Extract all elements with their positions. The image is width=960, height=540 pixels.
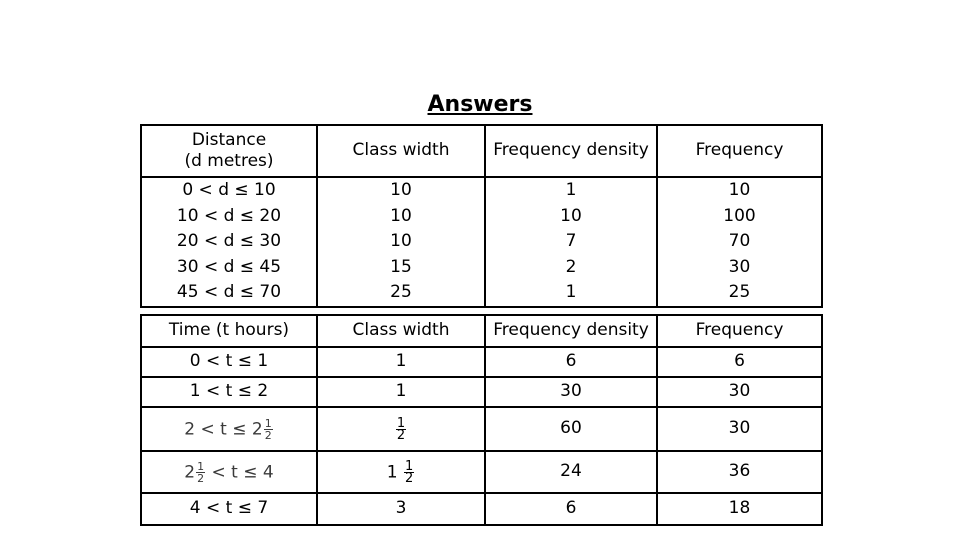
frequency-density-cell: 7	[565, 231, 577, 251]
table-header-row	[141, 125, 822, 177]
table-header-row	[141, 315, 822, 347]
fraction-numerator: 1	[264, 416, 272, 430]
frequency-density-cell: 24	[485, 451, 657, 493]
range-fraction	[196, 461, 205, 484]
header-distance	[141, 125, 317, 177]
class-width-cell: 15	[390, 256, 412, 277]
distance-frequency-table	[140, 124, 823, 308]
range-cell	[141, 451, 317, 493]
class-width-fraction	[404, 458, 414, 486]
header-time: Time (t hours)	[141, 315, 317, 347]
frequency-cell: 30	[657, 377, 822, 407]
class-width-cell: 10	[390, 180, 412, 200]
fraction-denominator: 2	[396, 427, 406, 443]
header-frequency: Frequency	[657, 125, 822, 177]
frequency-density-column	[485, 177, 657, 307]
frequency-cell: 36	[657, 451, 822, 493]
header-frequency: Frequency	[657, 315, 822, 347]
frequency-cell: 70	[728, 231, 751, 251]
class-width-whole: 1	[386, 462, 398, 482]
frequency-density-cell: 2	[565, 256, 577, 277]
table-row	[141, 451, 822, 493]
frequency-cell: 25	[728, 282, 751, 302]
range-cell: 0 < d ≤ 10	[182, 180, 276, 200]
range-whole: 2	[184, 462, 196, 482]
class-width-cell: 25	[390, 282, 412, 302]
header-frequency-density: Frequency density	[485, 315, 657, 347]
class-width-cell: 10	[390, 205, 412, 226]
range-cell: 45 < d ≤ 70	[176, 282, 282, 302]
header-distance-line2: (d metres)	[184, 151, 274, 171]
range-fraction	[264, 418, 273, 441]
header-frequency-density: Frequency density	[485, 125, 657, 177]
range-cell: 4 < t ≤ 7	[141, 493, 317, 525]
fraction-numerator: 1	[396, 415, 406, 431]
frequency-cell: 30	[657, 407, 822, 451]
range-suffix: < t ≤ 4	[206, 462, 274, 482]
class-width-cell	[317, 451, 485, 493]
frequency-density-cell: 6	[485, 493, 657, 525]
frequency-cell: 100	[723, 205, 756, 226]
class-width-cell: 1	[317, 347, 485, 377]
frequency-density-cell: 30	[485, 377, 657, 407]
fraction-numerator: 1	[404, 458, 414, 474]
range-cell: 1 < t ≤ 2	[141, 377, 317, 407]
header-class-width: Class width	[317, 125, 485, 177]
table-row	[141, 407, 822, 451]
frequency-cell: 10	[728, 180, 751, 200]
table-row	[141, 493, 822, 525]
range-cell	[141, 407, 317, 451]
table-body-row	[141, 177, 822, 307]
range-cell: 20 < d ≤ 30	[176, 231, 282, 251]
class-width-fraction	[396, 415, 406, 443]
range-cell: 0 < t ≤ 1	[141, 347, 317, 377]
fraction-denominator: 2	[264, 428, 272, 442]
fraction-denominator: 2	[404, 470, 414, 486]
range-cell: 30 < d ≤ 45	[176, 256, 282, 277]
fraction-denominator: 2	[197, 471, 205, 485]
time-frequency-table	[140, 314, 823, 526]
frequency-column	[657, 177, 822, 307]
class-width-column	[317, 177, 485, 307]
fraction-numerator: 1	[197, 459, 205, 473]
page-title: Answers	[427, 92, 533, 117]
frequency-cell: 30	[728, 256, 751, 277]
range-column	[141, 177, 317, 307]
frequency-density-cell: 60	[485, 407, 657, 451]
class-width-cell: 3	[317, 493, 485, 525]
range-prefix: 2 < t ≤ 2	[184, 419, 263, 439]
table-row	[141, 347, 822, 377]
class-width-cell: 10	[390, 231, 412, 251]
frequency-density-cell: 1	[565, 282, 577, 302]
range-cell: 10 < d ≤ 20	[176, 205, 282, 226]
frequency-density-cell: 1	[565, 180, 577, 200]
header-class-width: Class width	[317, 315, 485, 347]
class-width-cell: 1	[317, 377, 485, 407]
table-row	[141, 377, 822, 407]
frequency-density-cell: 10	[560, 205, 582, 226]
frequency-cell: 6	[657, 347, 822, 377]
class-width-cell	[317, 407, 485, 451]
frequency-cell: 18	[657, 493, 822, 525]
frequency-density-cell: 6	[485, 347, 657, 377]
header-distance-line1: Distance	[191, 129, 267, 150]
